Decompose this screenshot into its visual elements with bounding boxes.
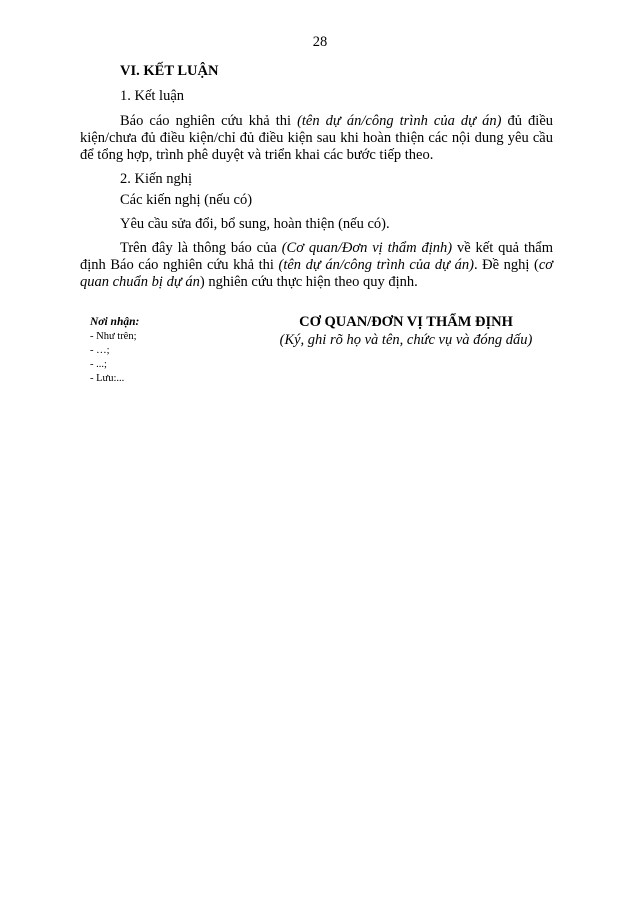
recommendation-item: Yêu cầu sửa đổi, bổ sung, hoàn thiện (nếu có). (120, 216, 390, 232)
closing-text: Trên đây là thông báo của (120, 240, 282, 256)
recommendations-heading: 2. Kiến nghị (120, 171, 193, 187)
recipient-item: - Như trên; (90, 331, 137, 342)
recipient-item: - Lưu:... (90, 373, 125, 384)
recommendation-item: Các kiến nghị (nếu có) (120, 192, 253, 208)
signature-block (256, 313, 556, 349)
closing-agency-placeholder: (Cơ quan/Đơn vị thẩm định) (281, 240, 453, 256)
conclusion-heading: 1. Kết luận (120, 88, 185, 104)
closing-preparer-placeholder: cơ quan chuẩn bị dự án (80, 257, 554, 290)
closing-text: về kết quả thẩm định Báo cáo nghiên cứu khả thi (80, 240, 553, 273)
conclusion-project-placeholder: (tên dự án/công trình của dự án) (297, 113, 502, 129)
recipients-label: Nơi nhận: (90, 316, 140, 328)
conclusion-text: đủ điều kiện/chưa đủ điều kiện/chỉ đủ điều kiện sau khi hoàn thiện các nội dung yêu cầu để tổng hợp, trình phê duyệt và triển khai các bước tiếp theo. (80, 113, 554, 163)
recipient-item: - ...; (90, 359, 107, 370)
closing-project-placeholder: (tên dự án/công trình của dự án) (278, 257, 474, 273)
section-heading: VI. KẾT LUẬN (120, 63, 219, 79)
recipient-item: - …; (90, 345, 110, 356)
closing-text: . Đề nghị ( (473, 257, 539, 273)
signature-title: CƠ QUAN/ĐƠN VỊ THẨM ĐỊNH (299, 314, 513, 330)
closing-paragraph (80, 240, 553, 291)
page-number: 28 (312, 34, 328, 50)
closing-text: ) nghiên cứu thực hiện theo quy định. (199, 274, 418, 290)
conclusion-text: Báo cáo nghiên cứu khả thi (120, 113, 298, 129)
recipients-block (90, 315, 250, 386)
conclusion-paragraph (80, 113, 553, 164)
signature-note: (Ký, ghi rõ họ và tên, chức vụ và đóng dấu) (279, 332, 533, 348)
